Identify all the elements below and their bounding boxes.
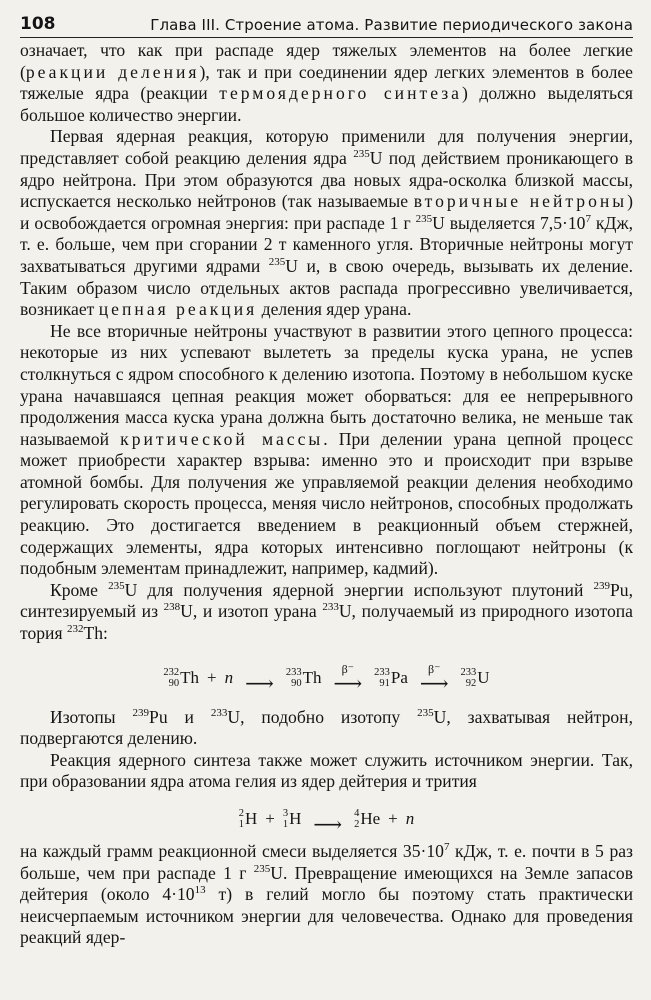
nuclide-deuterium: 2 1 H	[238, 808, 258, 830]
thorium-breeding-equation: 232 90 Th + n ⟶ 233 90 Th β⁻ ⟶ 233 91 Pa β⁻ ⟶ 233 92 U	[163, 661, 490, 695]
reaction-arrow: ⟶	[245, 672, 274, 695]
nuclide-th232: 232 90 Th	[163, 666, 200, 689]
paragraph-6: Реакция ядерного синтеза также может служить источником энергии. Так, при образовании ядра атома гелия из ядер дейтерия и трития	[20, 749, 633, 792]
page-body	[20, 40, 633, 949]
paragraph-7: на каждый грамм реакционной смеси выделяется $35\cdot 10^7$ кДж, т. е. почти в 5 раз больше, чем при распаде 1 г $^{235}$U. Превращение имеющихся на Земле запасов дейтерия (около $4\cdot 10^{13}$ т) в гелий могло бы поэтому стать практически неисчерпаемым источником энергии для человечества. Однако для проведения реакций ядер-	[20, 841, 633, 948]
paragraph-4: Кроме $^{235}$U для получения ядерной энергии используют плутоний $^{239}$Pu, синтезируемый из $^{238}$U, и изотоп урана $^{233}$U, получаемый из природного изотопа тория $^{232}$Th:	[20, 579, 633, 644]
nuclide-pa233: 233 91 Pa	[374, 666, 408, 689]
term-fission: реакции деления	[25, 61, 200, 82]
nuclide-u233: 233 92 U	[460, 666, 490, 689]
term-thermonuclear: термоядерного синтеза	[219, 83, 462, 104]
term-secondary-neutrons: вторичные нейтроны	[413, 191, 628, 212]
paragraph-3: Не все вторичные нейтроны участвуют в развитии этого цепного процесса: некоторые из них успевают вылететь за пределы куска урана, не успев столкнуться с ядром способного к делению изотопа. Поэтому в небольшом куске урана начавшаяся цепная реакция может оборваться: для ее непрерывного продолжения масса куска урана должна быть достаточно велика, не меньше так называемой критической массы. При делении урана цепной процесс может приобрести характер взрыва: именно это и происходит при взрыве атомной бомбы. Для получения же управляемой реакции деления необходимо регулировать скорость процесса, меняя число нейтронов, способных продолжать реакцию. Это достигается введением в реакционный объем стержней, содержащих элементы, ядра которых интенсивно поглощают нейтроны (к подобным элементам принадлежит, например, кадмий).	[20, 320, 634, 579]
neutron-symbol: n	[224, 667, 234, 687]
paragraph-1: означает, что как при распаде ядер тяжелых элементов на более легкие (реакции деления), так и при соединении ядер легких элементов в более тяжелые ядра (реакции термоядерного синтеза) должно выделяться большое количество энергии.	[20, 40, 633, 125]
fusion-equation: 2 1 H + 3 1 H ⟶ 4 2 He + n	[20, 801, 633, 837]
running-title: Глава III. Строение атома. Развитие периодического закона	[150, 16, 633, 34]
beta-decay-arrow: β⁻ ⟶	[419, 661, 449, 695]
term-critical-mass: критической массы	[120, 428, 324, 449]
paragraph-2: Первая ядерная реакция, которую применили для получения энергии, представляет собой реакцию деления ядра $^{235}$U под действием проникающего в ядро нейтрона. При этом образуются два новых ядра-осколка близкой массы, испускается несколько нейтронов (так называемые вторичные нейтроны) и освобождается огромная энергия: при распаде 1 г $^{235}$U выделяется $7,5\cdot 10^7$ кДж, т. е. больше, чем при сгорании 2 т каменного угля. Вторичные нейтроны могут захватываться другими ядрами $^{235}$U и, в свою очередь, вызывать их деление. Таким образом число отдельных актов распада прогрессивно увеличивается, возникает цепная реакция деления ядер урана.	[20, 126, 634, 320]
neutron-symbol: n	[405, 809, 415, 829]
nuclide-helium: 4 2 He	[354, 808, 381, 830]
page-header	[20, 4, 633, 38]
beta-decay-arrow: β⁻ ⟶	[333, 661, 363, 695]
nuclide-th233: 233 90 Th	[285, 666, 322, 689]
reaction-arrow: ⟶	[313, 814, 343, 836]
paragraph-5: Изотопы $^{239}$Pu и $^{233}$U, подобно изотопу $^{235}$U, захватывая нейтрон, подвергаются делению.	[20, 706, 633, 749]
page-number: 108	[20, 14, 56, 34]
term-chain-reaction: цепная реакция	[98, 299, 258, 320]
nuclide-tritium: 3 1 H	[282, 808, 302, 830]
